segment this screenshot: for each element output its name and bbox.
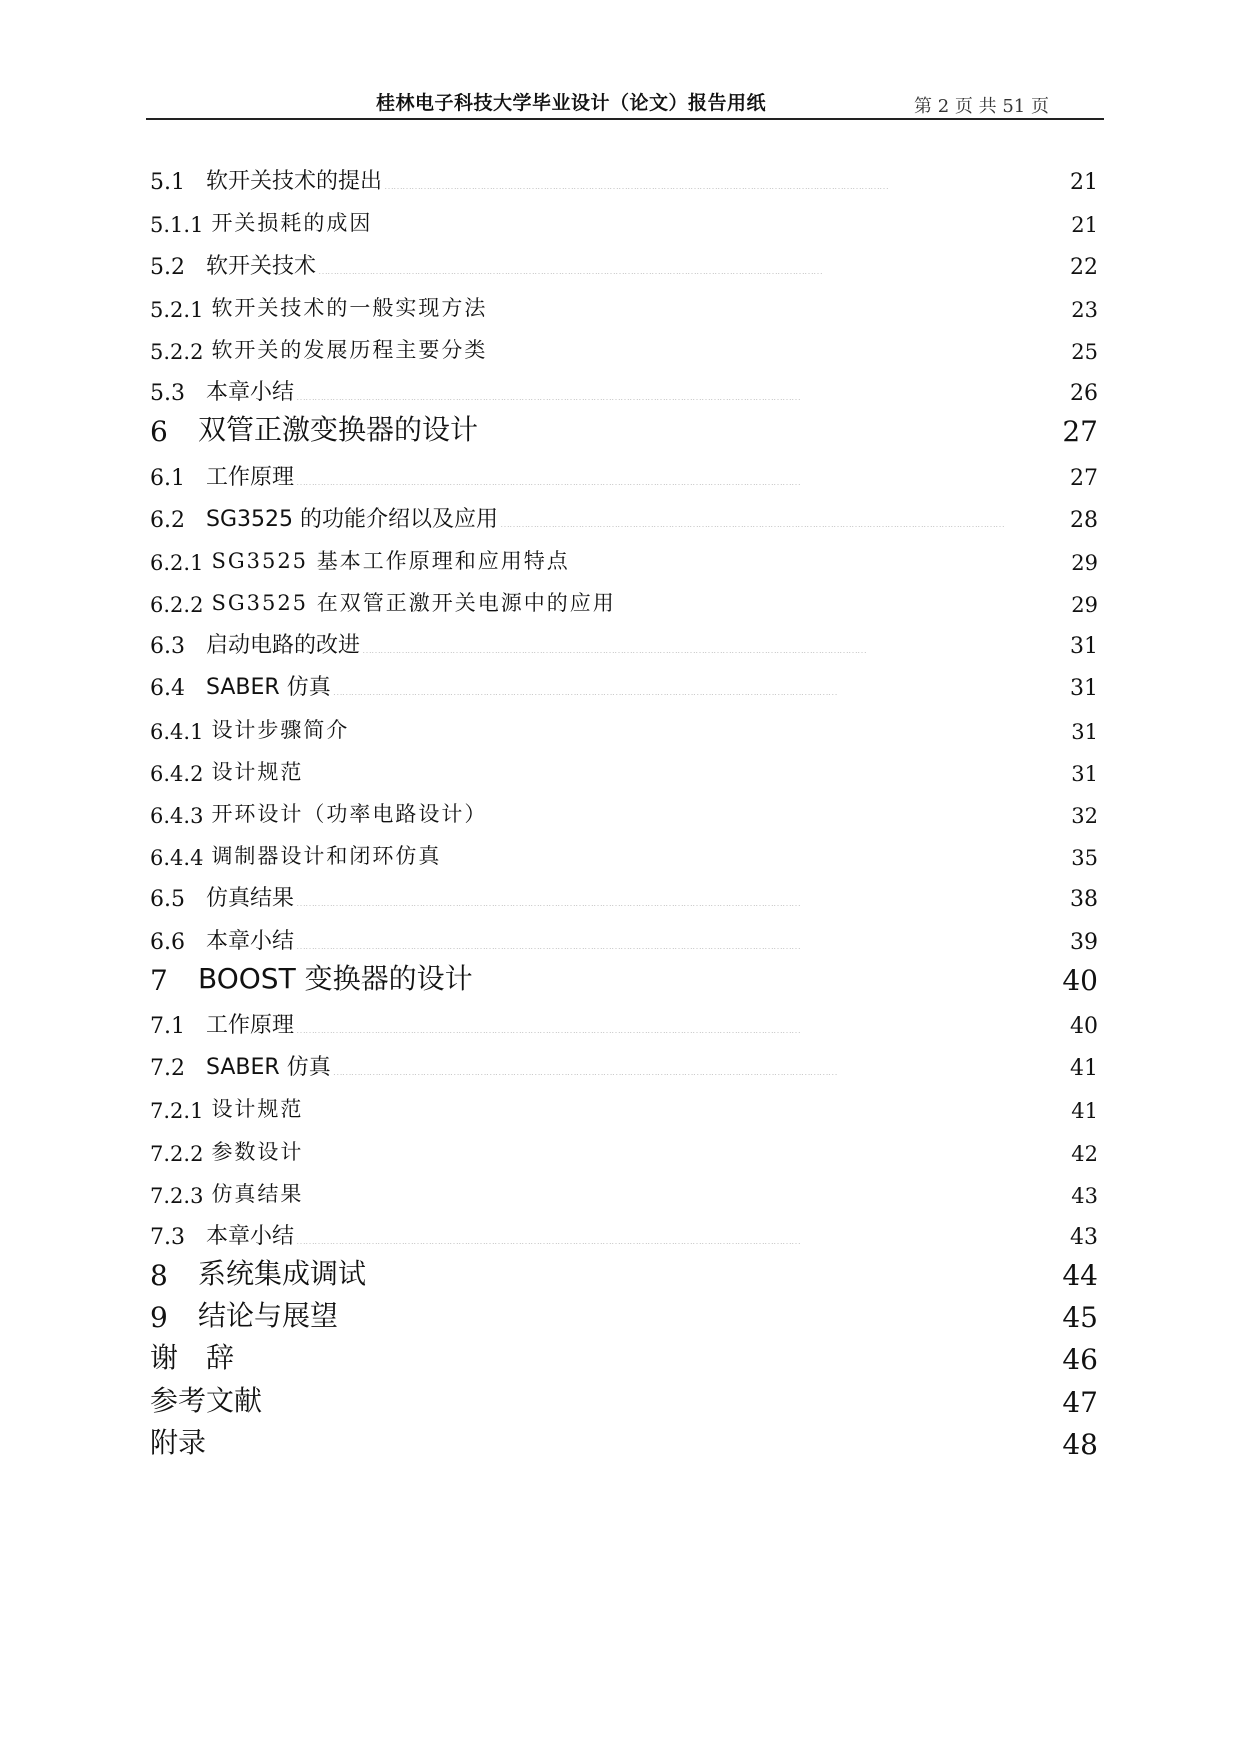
- toc-entry-page: 29: [1071, 550, 1098, 575]
- toc-dot-leader: [384, 179, 1068, 189]
- toc-entry[interactable]: [150, 955, 1098, 997]
- toc-entry-title: 工作原理: [206, 1012, 295, 1038]
- toc-entry[interactable]: [150, 786, 1098, 828]
- toc-entry-title: 结论与展望: [198, 1299, 339, 1333]
- toc-entry[interactable]: [150, 744, 1098, 786]
- toc-entry-title: 开关损耗的成因: [211, 211, 373, 236]
- toc-dot-leader: [340, 1314, 1060, 1324]
- toc-entry[interactable]: [150, 1376, 1098, 1418]
- toc-entry-number: 6.4: [150, 676, 185, 702]
- toc-entry-number: 6.4.4: [150, 846, 204, 871]
- toc-entry-page: 26: [1070, 381, 1098, 407]
- toc-dot-leader: [480, 428, 1060, 438]
- page-indicator: 第 2 页 共 51 页: [914, 96, 1049, 117]
- toc-entry-page: 41: [1071, 1099, 1098, 1124]
- toc-entry[interactable]: [150, 617, 1098, 659]
- toc-dot-leader: [618, 601, 1070, 611]
- toc-entry-title: 系统集成调试: [198, 1257, 367, 1291]
- toc-dot-leader: [296, 1023, 1068, 1033]
- toc-entry-number: 6.5: [150, 887, 185, 913]
- toc-entry-page: 25: [1071, 339, 1098, 364]
- toc-entry-page: 27: [1062, 415, 1098, 449]
- toc-entry[interactable]: [150, 1208, 1098, 1250]
- toc-dot-leader: [489, 306, 1069, 316]
- toc-entry-title: 工作原理: [206, 464, 295, 490]
- toc-dot-leader: [296, 939, 1068, 949]
- toc-entry-number: 6.4.1: [150, 719, 204, 744]
- toc-entry[interactable]: [150, 659, 1098, 701]
- toc-entry-title: SABER 仿真: [206, 675, 331, 701]
- toc-entry-number: 5.2.1: [150, 297, 204, 322]
- toc-entry-number: 6.3: [150, 634, 185, 660]
- toc-entry-page: 40: [1070, 1013, 1098, 1039]
- toc-dot-leader: [489, 348, 1069, 358]
- toc-entry-number: 7: [150, 963, 168, 997]
- toc-dot-leader: [368, 1272, 1060, 1282]
- toc-dot-leader: [333, 685, 1068, 695]
- toc-entry[interactable]: [150, 997, 1098, 1039]
- toc-dot-leader: [305, 770, 1069, 780]
- toc-entry[interactable]: [150, 828, 1098, 870]
- toc-entry-number: 5.3: [150, 381, 185, 407]
- toc-entry[interactable]: [150, 1250, 1098, 1292]
- toc-entry-number: 6.1: [150, 465, 185, 491]
- toc-entry-number: 5.2: [150, 254, 185, 280]
- toc-entry-title: 附录: [150, 1425, 207, 1459]
- toc-entry[interactable]: [150, 1292, 1098, 1334]
- toc-entry-page: 21: [1071, 213, 1098, 238]
- toc-entry-number: 6.2.2: [150, 593, 204, 618]
- toc-entry-number: 6.2.1: [150, 550, 204, 575]
- toc-entry-title: 谢 辞: [150, 1341, 235, 1375]
- toc-entry[interactable]: [150, 1334, 1098, 1376]
- toc-entry-number: 5.1: [150, 170, 185, 196]
- toc-entry[interactable]: [150, 322, 1098, 364]
- toc-entry-page: 21: [1070, 170, 1098, 196]
- toc-entry-page: 27: [1070, 465, 1098, 491]
- toc-entry[interactable]: [150, 1166, 1098, 1208]
- toc-entry-page: 43: [1070, 1224, 1098, 1250]
- toc-entry-title: 本章小结: [206, 1223, 295, 1249]
- toc-dot-leader: [305, 1150, 1069, 1160]
- toc-entry-title: BOOST 变换器的设计: [198, 961, 473, 995]
- toc-dot-leader: [475, 977, 1061, 987]
- toc-entry-title: 开环设计（功率电路设计）: [211, 802, 488, 826]
- toc-entry-title: 参考文献: [150, 1383, 263, 1417]
- toc-entry-title: 参数设计: [211, 1139, 304, 1164]
- toc-entry-title: 双管正激变换器的设计: [198, 413, 479, 447]
- toc-entry-number: 6.4.3: [150, 804, 204, 828]
- toc-dot-leader: [208, 1441, 1060, 1451]
- toc-entry-title: 设计规范: [211, 1097, 304, 1122]
- toc-entry[interactable]: [150, 280, 1098, 322]
- toc-dot-leader: [374, 221, 1069, 231]
- toc-entry-number: 5.2.2: [150, 339, 204, 364]
- toc-entry[interactable]: [150, 1039, 1098, 1081]
- toc-entry-number: 6: [150, 415, 168, 449]
- toc-entry-title: 设计规范: [211, 759, 304, 784]
- toc-entry[interactable]: [150, 575, 1098, 617]
- toc-entry[interactable]: [150, 491, 1098, 533]
- toc-dot-leader: [236, 1356, 1060, 1366]
- toc-entry[interactable]: [150, 237, 1098, 279]
- toc-entry-page: 31: [1071, 719, 1098, 744]
- toc-entry-title: SG3525 的功能介绍以及应用: [206, 506, 498, 532]
- toc-entry-title: SG3525 基本工作原理和应用特点: [211, 548, 570, 573]
- toc-entry-page: 35: [1071, 846, 1098, 871]
- toc-entry-page: 38: [1070, 887, 1098, 913]
- toc-entry-number: 7.3: [150, 1224, 185, 1250]
- toc-entry-page: 39: [1070, 929, 1098, 955]
- toc-entry-title: 调制器设计和闭环仿真: [211, 844, 442, 869]
- toc-dot-leader: [264, 1399, 1060, 1409]
- toc-entry-title: 软开关技术: [206, 253, 317, 279]
- page-header: [146, 84, 1104, 120]
- toc-entry-page: 42: [1071, 1141, 1098, 1166]
- toc-entry-page: 43: [1071, 1183, 1098, 1208]
- toc-entry-page: 41: [1070, 1056, 1098, 1082]
- toc-entry-title: 本章小结: [206, 928, 295, 954]
- toc-entry-page: 46: [1062, 1343, 1098, 1377]
- toc-dot-leader: [500, 517, 1068, 527]
- toc-entry-page: 44: [1062, 1259, 1098, 1293]
- toc-entry-page: 32: [1071, 804, 1098, 828]
- toc-dot-leader: [333, 1065, 1068, 1075]
- toc-entry-number: 5.1.1: [150, 213, 204, 238]
- toc-entry-number: 7.1: [150, 1013, 185, 1039]
- toc-entry-number: 6.2: [150, 507, 185, 533]
- toc-entry[interactable]: [150, 870, 1098, 912]
- header-title: 桂林电子科技大学毕业设计（论文）报告用纸: [376, 92, 767, 114]
- toc-dot-leader: [489, 812, 1069, 822]
- toc-entry[interactable]: [150, 533, 1098, 575]
- toc-entry-title: 软开关技术的一般实现方法: [211, 295, 488, 320]
- toc-dot-leader: [296, 1234, 1068, 1244]
- toc-entry[interactable]: [150, 912, 1098, 954]
- toc-entry[interactable]: [150, 701, 1098, 743]
- toc-dot-leader: [305, 1192, 1069, 1202]
- toc-entry-title: SG3525 在双管正激开关电源中的应用: [211, 591, 616, 616]
- toc-entry-number: 7.2.3: [150, 1183, 204, 1208]
- toc-entry-number: 9: [150, 1301, 168, 1335]
- toc-dot-leader: [572, 559, 1070, 569]
- toc-dot-leader: [351, 728, 1069, 738]
- toc-dot-leader: [305, 1107, 1069, 1117]
- toc-entry-number: 6.4.2: [150, 761, 204, 786]
- toc-entry-title: 本章小结: [206, 380, 295, 406]
- toc-entry-page: 48: [1062, 1427, 1098, 1461]
- toc-entry[interactable]: [150, 448, 1098, 490]
- toc-entry-number: 7.2.2: [150, 1141, 204, 1166]
- toc-entry-title: 设计步骤简介: [211, 717, 350, 742]
- table-of-contents: [150, 153, 1098, 1461]
- toc-entry-title: SABER 仿真: [206, 1055, 331, 1081]
- toc-entry-page: 22: [1070, 254, 1098, 280]
- toc-dot-leader: [443, 854, 1069, 864]
- toc-entry-title: 启动电路的改进: [206, 633, 361, 659]
- toc-entry[interactable]: [150, 1123, 1098, 1165]
- toc-entry-page: 29: [1071, 593, 1098, 618]
- toc-entry-title: 软开关的发展历程主要分类: [211, 337, 488, 362]
- toc-dot-leader: [296, 475, 1068, 485]
- toc-dot-leader: [296, 390, 1068, 400]
- toc-entry-title: 仿真结果: [206, 886, 295, 912]
- toc-entry[interactable]: [150, 195, 1098, 237]
- toc-dot-leader: [296, 896, 1068, 906]
- toc-entry-number: 7.2.1: [150, 1099, 204, 1124]
- toc-entry-page: 28: [1070, 507, 1098, 533]
- toc-entry-page: 31: [1070, 634, 1098, 660]
- toc-entry[interactable]: [150, 153, 1098, 195]
- toc-entry[interactable]: [150, 1419, 1098, 1461]
- toc-entry-page: 23: [1071, 297, 1098, 322]
- toc-entry-title: 软开关技术的提出: [206, 169, 383, 195]
- toc-entry-page: 31: [1071, 761, 1098, 786]
- toc-entry-page: 47: [1062, 1385, 1098, 1419]
- toc-entry-number: 7.2: [150, 1056, 185, 1082]
- toc-entry-number: 6.6: [150, 929, 185, 955]
- toc-dot-leader: [362, 643, 1068, 653]
- toc-entry-number: 8: [150, 1259, 168, 1293]
- toc-entry-page: 45: [1062, 1301, 1098, 1335]
- toc-dot-leader: [318, 264, 1068, 274]
- toc-entry[interactable]: [150, 364, 1098, 406]
- toc-entry[interactable]: [150, 1081, 1098, 1123]
- toc-entry[interactable]: [150, 406, 1098, 448]
- toc-entry-page: 40: [1062, 963, 1098, 997]
- toc-entry-page: 31: [1070, 676, 1098, 702]
- toc-entry-title: 仿真结果: [211, 1181, 304, 1206]
